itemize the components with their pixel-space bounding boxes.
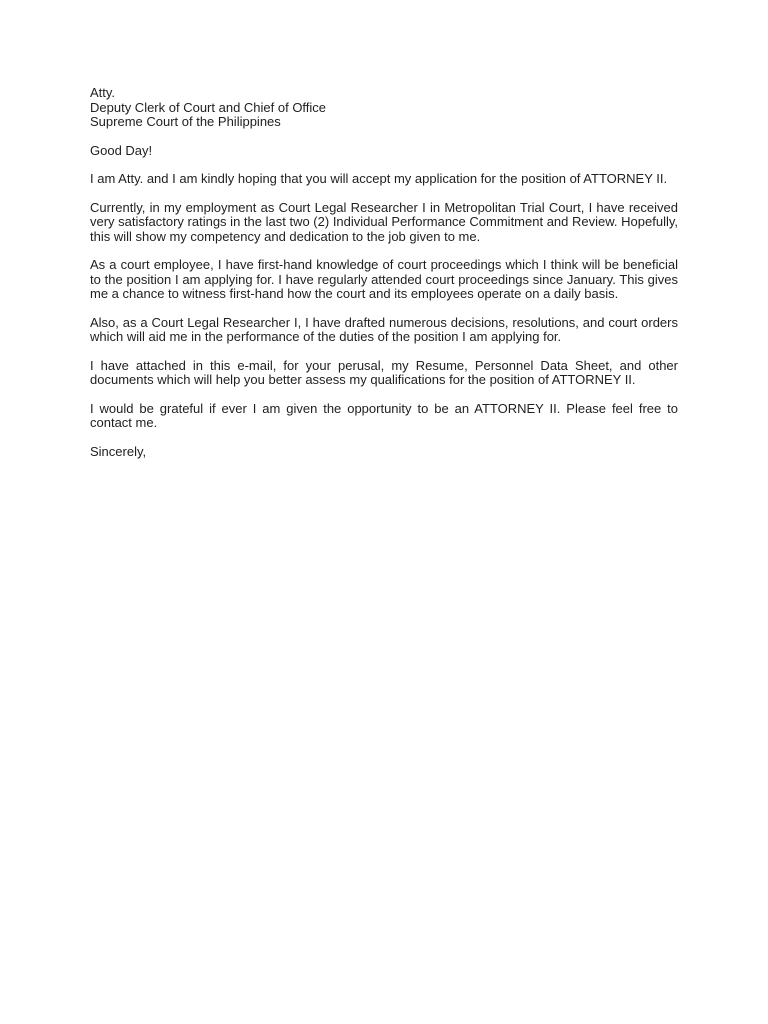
cover-letter — [90, 86, 678, 459]
paragraph-drafting-experience: Also, as a Court Legal Researcher I, I have drafted numerous decisions, resolutions, and court orders which will aid me in the performance of the duties of the position I am applying for. — [90, 314, 678, 344]
paragraph-intro: I am Atty. and I am kindly hoping that you will accept my application for the position of ATTORNEY II. — [90, 171, 668, 186]
recipient-title: Atty. — [90, 85, 116, 100]
paragraph-gratitude: I would be grateful if ever I am given the opportunity to be an ATTORNEY II. Please feel free to contact me. — [90, 400, 678, 430]
paragraph-court-experience: As a court employee, I have first-hand knowledge of court proceedings which I think will be beneficial to the position I am applying for. I have regularly attended court proceedings since January. This gives me a chance to witness first-hand how the court and its employees operate on a daily basis. — [90, 257, 678, 301]
paragraph-attachments: I have attached in this e-mail, for your perusal, my Resume, Personnel Data Sheet, and other documents which will help you better assess my qualifications for the position of ATTORNEY II. — [90, 357, 678, 387]
closing: Sincerely, — [90, 443, 147, 459]
recipient-office: Supreme Court of the Philippines — [90, 114, 281, 129]
paragraph-current-employment: Currently, in my employment as Court Legal Researcher I in Metropolitan Trial Court, I have received very satisfactory ratings in the last two (2) Individual Performance Commitment and Review. Hopefully, this will show my competency and dedication to the job given to me. — [90, 199, 678, 244]
recipient-position: Deputy Clerk of Court and Chief of Office — [90, 99, 327, 115]
recipient-block — [90, 86, 678, 130]
salutation: Good Day! — [90, 142, 153, 158]
